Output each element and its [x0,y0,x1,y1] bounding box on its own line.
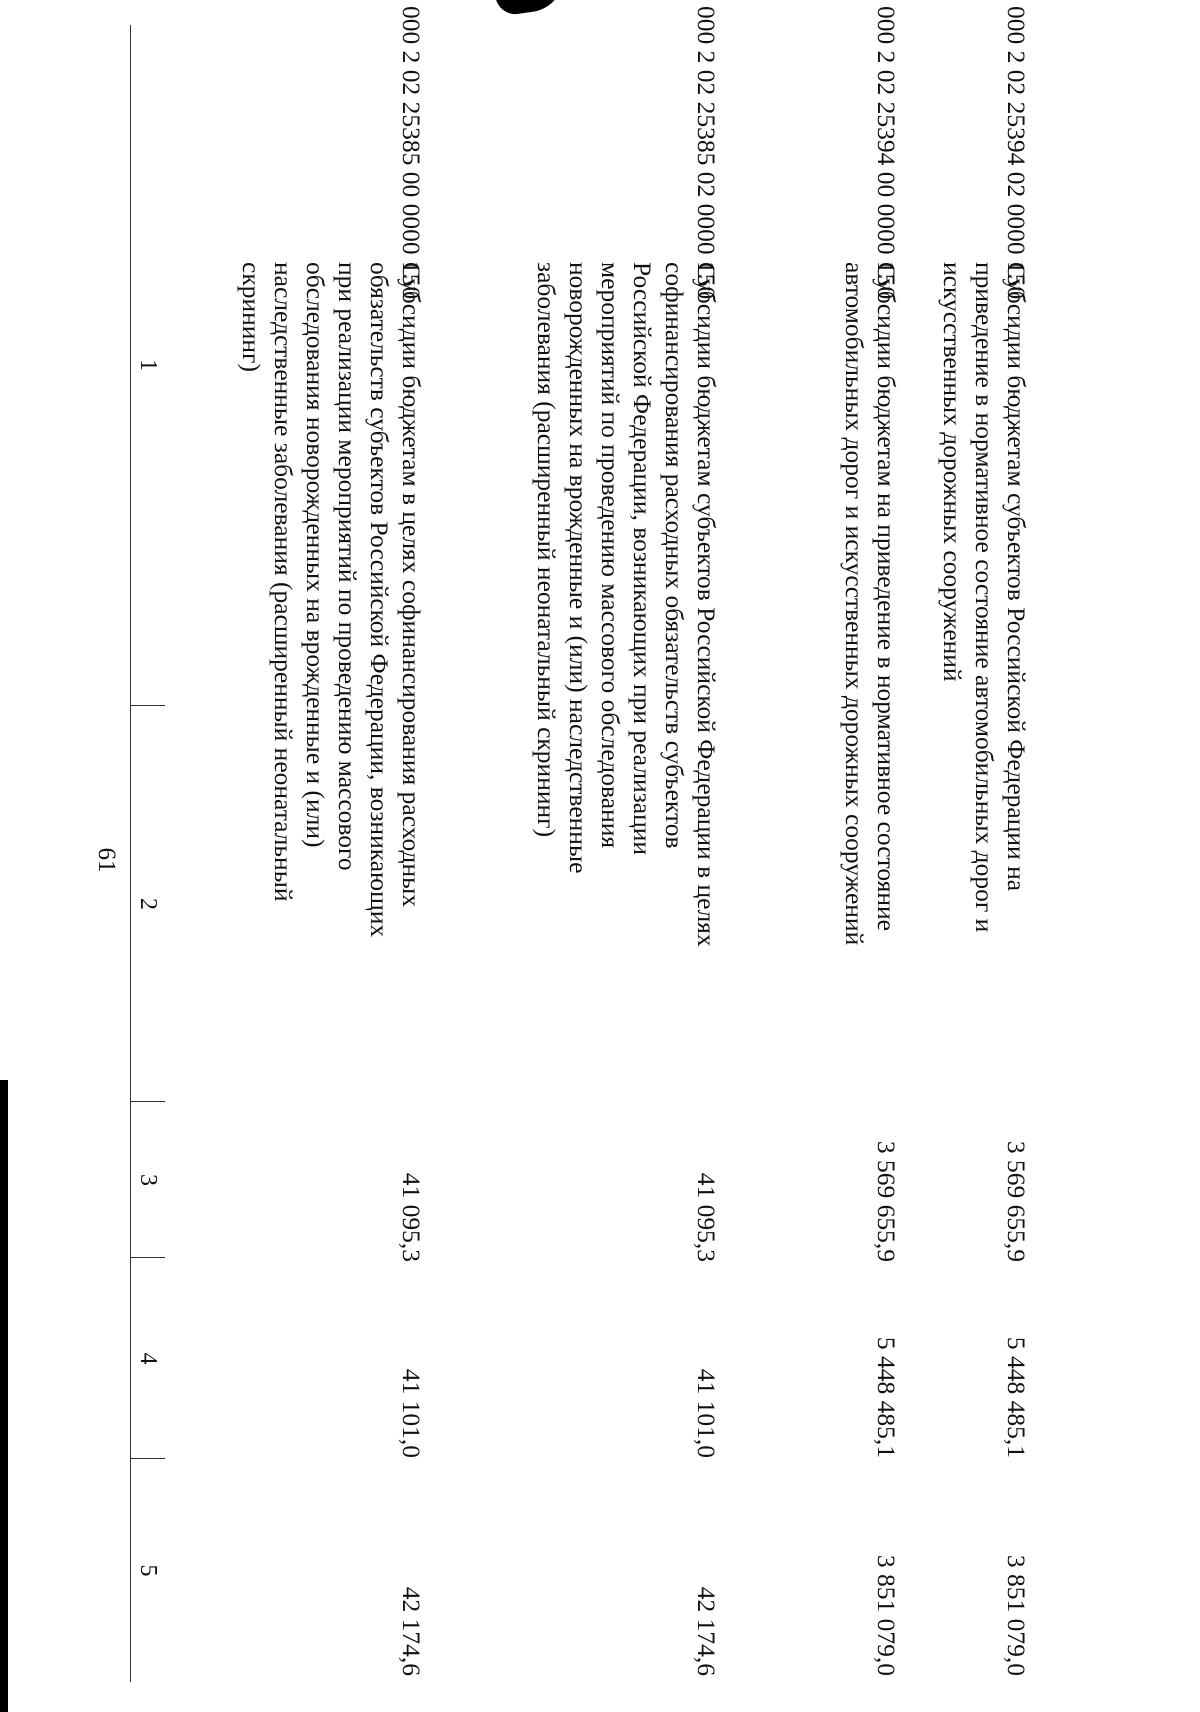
item-description: Субсидии бюджетам в целях софинансирования расходных обязательств субъектов Российской Федерации, возникающих при реализации мероприятий по проведению массового обследования новорожденных на врожденные и (или) наследственные заболевания (расширенный неонатальный скрининг) [237,262,426,938]
value-column-5: 3 851 079,0 [1002,1554,1031,1676]
item-description: Субсидии бюджетам на приведение в нормативное состояние автомобильных дорог и искусственных дорожных сооружений [840,262,901,946]
value-column-4: 5 448 485,1 [1002,1336,1031,1458]
budget-code: 000 2 02 25385 02 0000 150 [692,6,721,300]
page-number: 61 [93,847,120,873]
value-column-3: 3 569 655,9 [1002,1140,1031,1262]
column-header-4: 4 [130,1257,165,1459]
value-column-5: 42 174,6 [397,1586,426,1676]
column-header-2: 2 [130,705,165,1102]
column-header-3: 3 [130,1101,165,1258]
column-header-5: 5 [130,1458,165,1682]
value-column-4: 5 448 485,1 [872,1336,901,1458]
budget-code: 000 2 02 25394 02 0000 150 [1002,6,1031,300]
value-column-4: 41 101,0 [692,1368,721,1458]
value-column-3: 41 095,3 [692,1172,721,1262]
column-header-1: 1 [130,25,165,705]
item-description: Субсидии бюджетам субъектов Российской Федерации в целях софинансирования расходных обязательств субъектов Российской Федерации, возникающих при реализации мероприятий по проведению массового обследования новорожденных на врожденные и (или) наследственные заболевания (расширенный неонатальный скрининг) [532,262,721,947]
table-row [432,0,722,1712]
value-column-5: 42 174,6 [692,1586,721,1676]
value-column-3: 41 095,3 [397,1172,426,1262]
table-row [167,0,427,1712]
table-row [902,0,1032,1712]
value-column-3: 3 569 655,9 [872,1140,901,1262]
table-row [802,0,902,1712]
item-description: Субсидии бюджетам субъектов Российской Федерации на приведение в нормативное состояние автомобильных дорог и искусственных дорожных сооружений [938,262,1031,933]
value-column-5: 3 851 079,0 [872,1554,901,1676]
value-column-4: 41 101,0 [397,1368,426,1458]
budget-code: 000 2 02 25385 00 0000 150 [397,6,426,300]
budget-code: 000 2 02 25394 00 0000 150 [872,6,901,300]
